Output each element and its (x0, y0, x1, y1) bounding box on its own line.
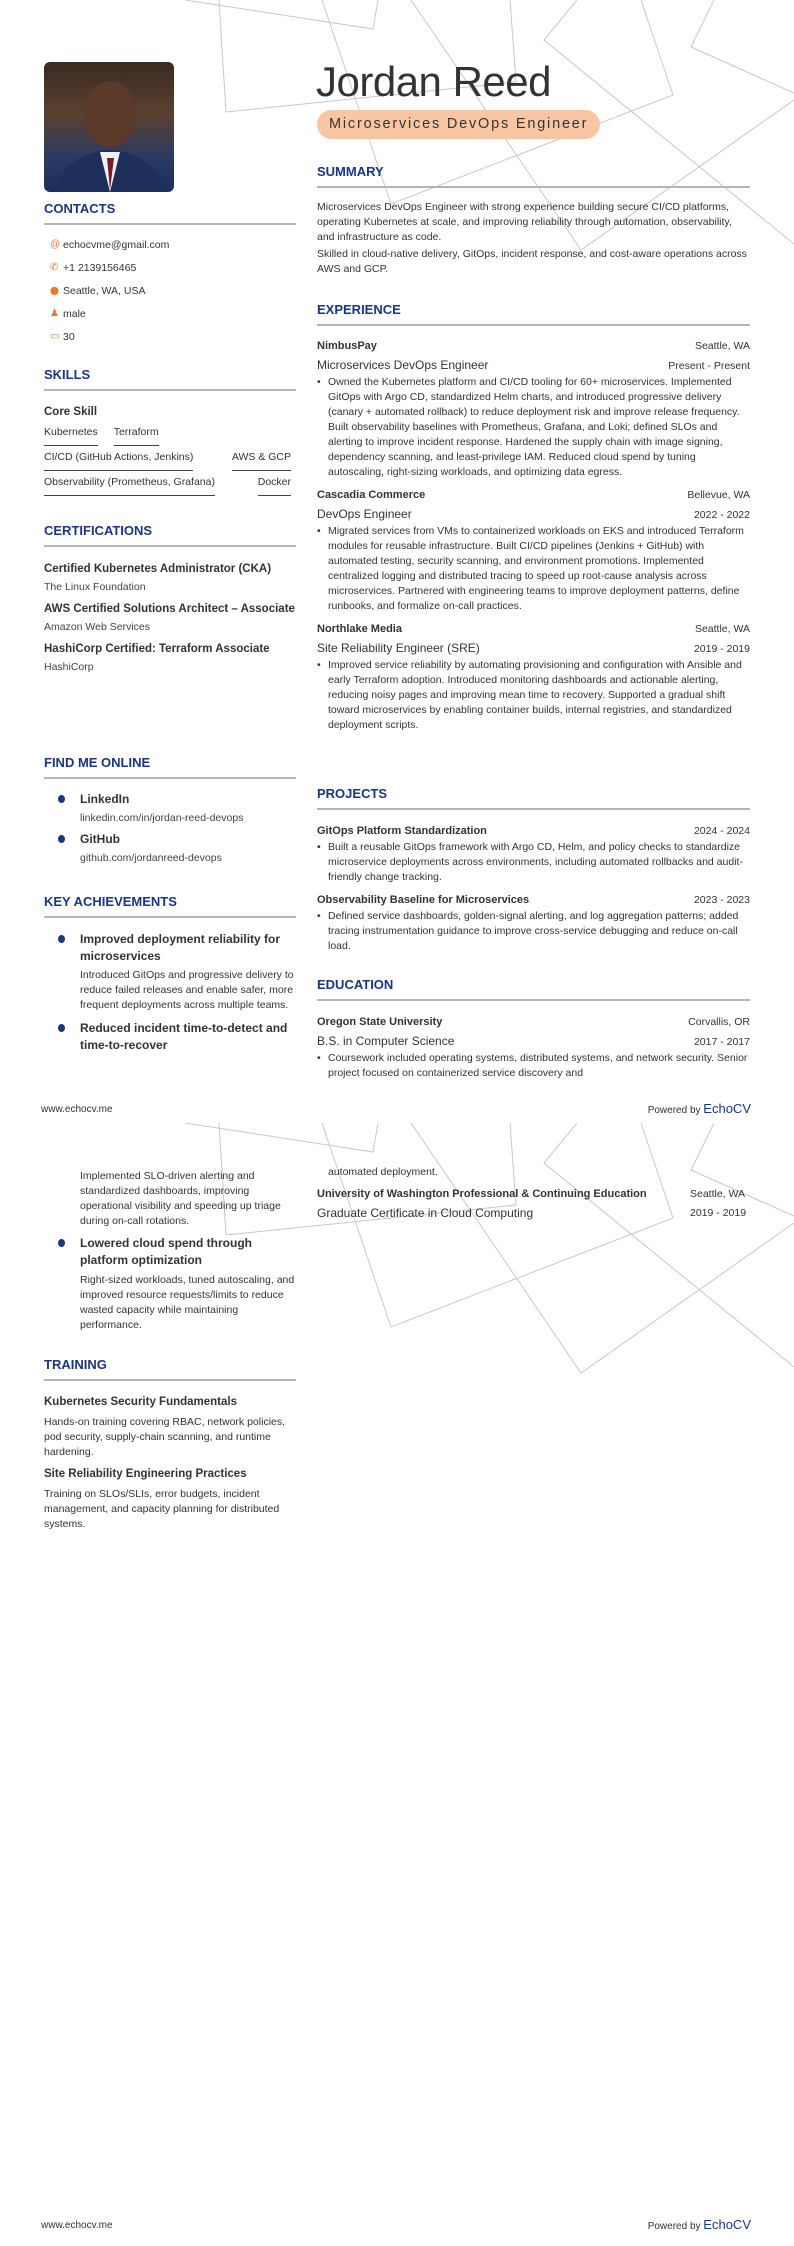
certification-name: HashiCorp Certified: Terraform Associate (44, 643, 270, 655)
section-heading: FIND ME ONLINE (44, 755, 151, 770)
certification-issuer: HashiCorp (44, 661, 94, 673)
contact-item (44, 302, 296, 325)
section-heading: TRAINING (44, 1357, 107, 1372)
training-name: Site Reliability Engineering Practices (44, 1468, 247, 1480)
experience-header (317, 486, 750, 504)
project-dates: 2024 - 2024 (693, 825, 750, 837)
divider (44, 1379, 296, 1381)
certification-issuer: The Linux Foundation (44, 581, 146, 593)
degree: Graduate Certificate in Cloud Computing (317, 1206, 534, 1220)
divider (44, 777, 296, 779)
brand-logo: EchoCV (703, 2217, 751, 2232)
divider (44, 223, 296, 225)
certifications-section (44, 523, 296, 677)
bullet-dot-icon (58, 1024, 65, 1032)
achievement-title: Lowered cloud spend through platform optimization (80, 1236, 252, 1267)
company-name: NimbusPay (317, 340, 377, 352)
skill-group-title: Core Skill (44, 406, 98, 418)
job-role: Site Reliability Engineer (SRE) (317, 641, 480, 655)
contact-text: male (63, 307, 86, 320)
certification-issuer: Amazon Web Services (44, 621, 151, 633)
training-name: Kubernetes Security Fundamentals (44, 1396, 237, 1408)
job-dates: 2022 - 2022 (693, 509, 750, 521)
location-pin-icon: ⬤ (50, 286, 59, 295)
profile-photo (44, 62, 174, 192)
brand-logo: EchoCV (703, 1101, 751, 1116)
certification-item (44, 561, 296, 597)
section-heading: CERTIFICATIONS (44, 523, 153, 538)
project-dates: 2023 - 2023 (693, 894, 750, 906)
experience-header (317, 337, 750, 355)
experience-item (317, 337, 750, 480)
key-achievements-continued (44, 1169, 296, 1333)
bullet-dot-icon (58, 795, 65, 803)
project-item (317, 822, 750, 885)
contacts-section (44, 201, 296, 348)
skill-tag: Kubernetes (44, 425, 98, 446)
experience-bullets (317, 524, 750, 614)
summary-section (317, 164, 750, 277)
school-location: Seattle, WA (690, 1188, 746, 1200)
divider (317, 808, 750, 810)
divider (44, 389, 296, 391)
skill-tag: Observability (Prometheus, Grafana) (44, 475, 215, 496)
section-heading: KEY ACHIEVEMENTS (44, 894, 177, 909)
key-achievements-section (44, 894, 296, 1054)
calendar-icon: ▭ (50, 331, 60, 342)
skill-row (44, 450, 291, 471)
experience-bullet: • Migrated services from VMs to containerized workloads on EKS and introduced Terraform modules for reusable infrastructure. Built CI/CD pipelines (Jenkins + GitHub) with automated testing, security scanning, and environment promotions. Implemented centralized logging and distributed tracing to speed up root-cause analysis across microservices. Partnered with engineering teams to improve deployment patterns, define runbooks, and formalize on-call practices. (317, 524, 750, 614)
achievement-item (44, 1020, 296, 1054)
experience-section (317, 302, 750, 733)
section-heading: SKILLS (44, 367, 91, 382)
contact-item (44, 279, 296, 302)
certification-name: AWS Certified Solutions Architect – Associate (44, 603, 295, 615)
project-header (317, 891, 750, 909)
contact-item (44, 233, 296, 256)
projects-section (317, 786, 750, 954)
degree: B.S. in Computer Science (317, 1034, 455, 1048)
project-header (317, 822, 750, 840)
school-name: University of Washington Professional & Continuing Education (317, 1188, 647, 1200)
education-dates: 2017 - 2017 (693, 1036, 750, 1048)
job-role: Microservices DevOps Engineer (317, 358, 489, 372)
experience-bullet: • Owned the Kubernetes platform and CI/CD tooling for 60+ microservices. Implemented GitOps with Argo CD, standardized Helm charts, and introduced progressive delivery (canary + automated rollback) to reduce deployment risk and improve release frequency. Built observability baselines with Prometheus, Grafana, and Loki; defined SLOs and alerting to improve incident response. Hardened the supply chain with image signing, dependency scanning, and least-privilege IAM. Reduced cloud spend by tuning autoscaling, right-sizing workloads, and optimizing data egress. (317, 375, 750, 480)
experience-role-row (317, 638, 750, 658)
training-description: Training on SLOs/SLIs, error budgets, incident management, and capacity planning for distributed systems. (44, 1488, 280, 1530)
section-heading: CONTACTS (44, 201, 116, 216)
online-profile-item (44, 831, 296, 868)
achievement-item (44, 931, 296, 1013)
experience-bullet: • Improved service reliability by automating provisioning and configuration with Ansible and early Terraform adoption. Introduced monitoring dashboards and actionable alerting, reducing noisy pages and improving mean time to recovery. Supported a gradual shift toward microservices by enabling container builds, internal registries, and standardized deployment scripts. (317, 658, 750, 733)
experience-role-row (317, 504, 750, 524)
profile-name: LinkedIn (80, 792, 130, 806)
skill-tag: Terraform (114, 425, 159, 446)
powered-by (648, 2217, 751, 2232)
experience-role-row (317, 355, 750, 375)
achievement-title: Reduced incident time-to-detect and time-to-recover (80, 1021, 288, 1052)
section-heading: PROJECTS (317, 786, 388, 801)
powered-by-label: Powered by (647, 1105, 701, 1116)
contact-text: 30 (63, 330, 75, 343)
certification-item (44, 641, 296, 677)
job-dates: Present - Present (668, 360, 750, 372)
company-name: Cascadia Commerce (317, 489, 426, 501)
resume-page-2 (0, 1123, 794, 2246)
experience-bullets (317, 658, 750, 733)
company-name: Northlake Media (317, 623, 402, 635)
school-location: Corvallis, OR (688, 1016, 750, 1028)
job-title-badge: Microservices DevOps Engineer (317, 110, 600, 139)
contact-item (44, 325, 296, 348)
profile-url[interactable]: linkedin.com/in/jordan-reed-devops (80, 812, 244, 824)
achievement-title: Improved deployment reliability for microservices (80, 932, 281, 963)
education-item (317, 1186, 750, 1223)
skill-tag: Docker (258, 475, 291, 496)
bullet-dot-icon (58, 935, 65, 943)
project-bullets (317, 909, 750, 954)
job-location: Seattle, WA (694, 340, 750, 352)
skill-tag: CI/CD (GitHub Actions, Jenkins) (44, 450, 193, 471)
divider (44, 545, 296, 547)
education-bullet-continued: automated deployment. (328, 1166, 438, 1178)
job-role: DevOps Engineer (317, 507, 412, 521)
skill-tag: AWS & GCP (232, 450, 291, 471)
achievement-description: Implemented SLO-driven alerting and standardized dashboards, improving operational visibility and speeding up triage during on-call rotations. (80, 1170, 281, 1227)
skills-section (44, 367, 296, 500)
contact-item (44, 256, 296, 279)
education-section (317, 977, 750, 1081)
contact-text: +1 2139156465 (63, 261, 137, 274)
school-name: Oregon State University (317, 1016, 443, 1028)
section-heading: EDUCATION (317, 977, 394, 992)
project-name: Observability Baseline for Microservices (317, 894, 530, 906)
project-bullet: • Built a reusable GitOps framework with Argo CD, Helm, and policy checks to standardize microservice deployments across environments, including automated rollbacks and audit-friendly change tracking. (317, 840, 750, 885)
job-location: Bellevue, WA (687, 489, 750, 501)
experience-header (317, 620, 750, 638)
divider (317, 186, 750, 188)
training-description: Hands-on training covering RBAC, network policies, pod security, supply-chain scanning, and runtime hardening. (44, 1416, 286, 1458)
candidate-name: Jordan Reed (316, 58, 551, 105)
education-item (317, 1013, 750, 1081)
bullet-dot-icon (58, 1239, 65, 1247)
experience-bullets (317, 375, 750, 480)
project-bullets (317, 840, 750, 885)
experience-item (317, 486, 750, 614)
training-section (44, 1357, 296, 1532)
education-continued (317, 1165, 750, 1223)
powered-by (648, 1101, 751, 1116)
contact-text: echocvme@gmail.com (63, 238, 170, 251)
phone-icon: ✆ (50, 262, 59, 273)
project-bullet: • Defined service dashboards, golden-signal alerting, and log aggregation patterns; added tracing instrumentation guidance to improve cross-service debugging and reduce on-call load. (317, 909, 750, 954)
project-item (317, 891, 750, 954)
achievement-description: Introduced GitOps and progressive delivery to reduce failed releases and enable safer, more frequent deployments across multiple teams. (80, 969, 294, 1011)
divider (44, 916, 296, 918)
education-dates: 2019 - 2019 (690, 1207, 747, 1219)
person-icon: ♟ (50, 308, 59, 319)
profile-name: GitHub (80, 832, 120, 846)
powered-by-label: Powered by (647, 2221, 701, 2232)
training-item (44, 1394, 296, 1460)
certification-item (44, 601, 296, 637)
certification-name: Certified Kubernetes Administrator (CKA) (44, 563, 272, 575)
summary-text: Microservices DevOps Engineer with strong experience building secure CI/CD platforms, operating Kubernetes at scale, and improving reliability through automation, observability, and infrastructure as code. (317, 201, 732, 243)
at-icon: @ (50, 239, 61, 250)
skill-row (44, 425, 296, 446)
job-location: Seattle, WA (694, 623, 750, 635)
training-item (44, 1466, 296, 1532)
section-heading: SUMMARY (317, 164, 384, 179)
divider (317, 324, 750, 326)
skill-row (44, 475, 291, 496)
experience-item (317, 620, 750, 733)
divider (317, 999, 750, 1001)
footer-website-link[interactable]: www.echocv.me (41, 1104, 113, 1115)
section-heading: EXPERIENCE (317, 302, 401, 317)
job-dates: 2019 - 2019 (693, 643, 750, 655)
achievement-description: Right-sized workloads, tuned autoscaling, and improved resource requests/limits to reduce wasted capacity while maintaining performance. (80, 1274, 295, 1331)
bullet-dot-icon (58, 835, 65, 843)
online-profile-item (44, 791, 296, 828)
summary-text: Skilled in cloud-native delivery, GitOps, incident response, and cost-aware operations across AWS and GCP. (317, 248, 747, 275)
contact-text: Seattle, WA, USA (63, 284, 146, 297)
education-bullet: • Coursework included operating systems, distributed systems, and network security. Senior project focused on containerized service discovery and (317, 1051, 750, 1081)
footer-website-link[interactable]: www.echocv.me (41, 2220, 113, 2231)
achievement-item (44, 1235, 296, 1333)
project-name: GitOps Platform Standardization (317, 825, 487, 837)
profile-url[interactable]: github.com/jordanreed-devops (80, 852, 222, 864)
find-me-online-section (44, 755, 296, 868)
